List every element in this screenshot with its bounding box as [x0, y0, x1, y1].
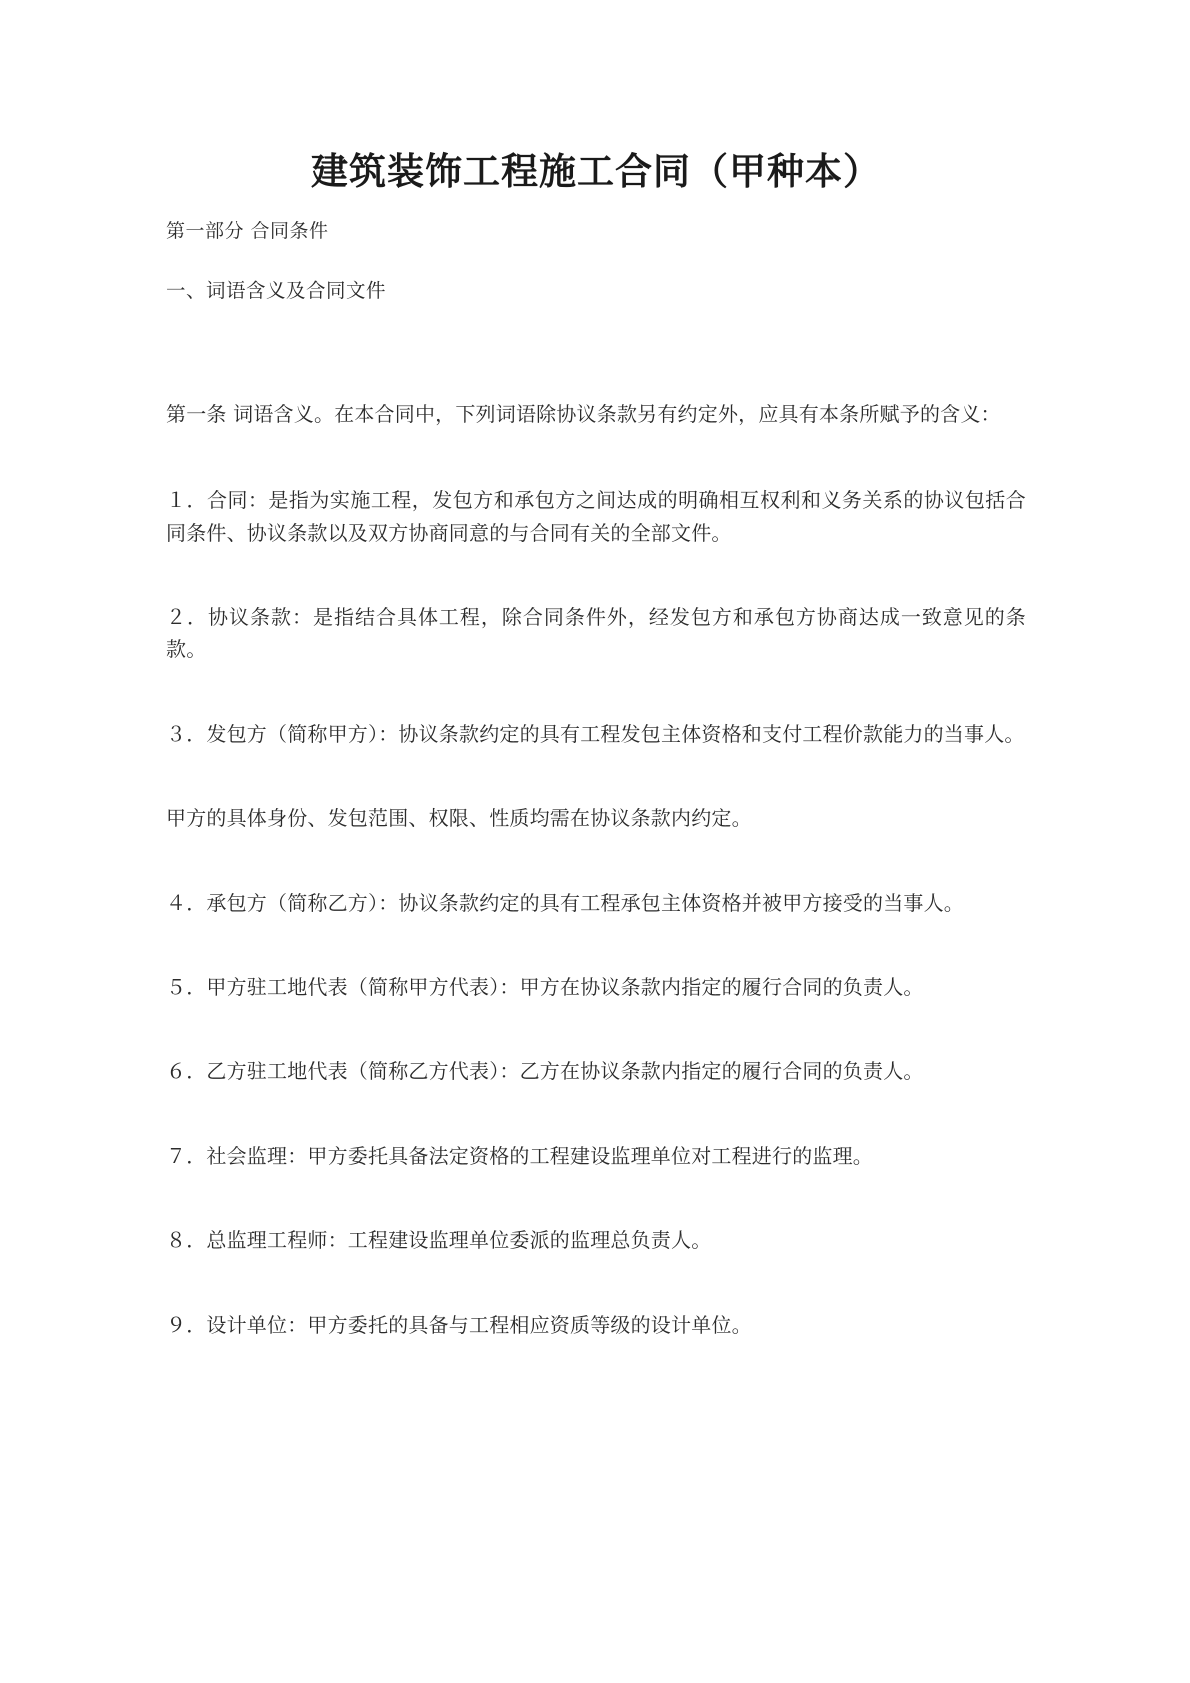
definition-item-3: ３．发包方（简称甲方）：协议条款约定的具有工程发包主体资格和支付工程价款能力的当事人。 [166, 721, 1025, 746]
definition-item-9: ９．设计单位：甲方委托的具备与工程相应资质等级的设计单位。 [166, 1312, 752, 1337]
definition-item-1: １．合同：是指为实施工程，发包方和承包方之间达成的明确相互权利和义务关系的协议包括合同条件、协议条款以及双方协商同意的与合同有关的全部文件。 [166, 488, 1026, 545]
definition-item-8: ８．总监理工程师：工程建设监理单位委派的监理总负责人。 [166, 1228, 712, 1253]
section-heading: 一、词语含义及合同文件 [166, 278, 387, 302]
page-title: 建筑装饰工程施工合同（甲种本） [311, 149, 881, 193]
document-content [166, 0, 1026, 1341]
part-heading: 第一部分 合同条件 [166, 220, 329, 243]
article-intro-paragraph: 第一条 词语含义。在本合同中，下列词语除协议条款另有约定外，应具有本条所赋予的含义： [166, 401, 1001, 426]
note-party-a-paragraph: 甲方的具体身份、发包范围、权限、性质均需在协议条款内约定。 [166, 806, 752, 831]
definition-item-4: ４．承包方（简称乙方）：协议条款约定的具有工程承包主体资格并被甲方接受的当事人。 [166, 890, 964, 915]
definition-item-6: ６．乙方驻工地代表（简称乙方代表）：乙方在协议条款内指定的履行合同的负责人。 [166, 1059, 924, 1084]
definition-item-5: ５．甲方驻工地代表（简称甲方代表）：甲方在协议条款内指定的履行合同的负责人。 [166, 974, 924, 999]
definition-item-2: ２．协议条款：是指结合具体工程，除合同条件外，经发包方和承包方协商达成一致意见的条款。 [166, 605, 1026, 662]
definition-item-7: ７．社会监理：甲方委托具备法定资格的工程建设监理单位对工程进行的监理。 [166, 1143, 873, 1168]
